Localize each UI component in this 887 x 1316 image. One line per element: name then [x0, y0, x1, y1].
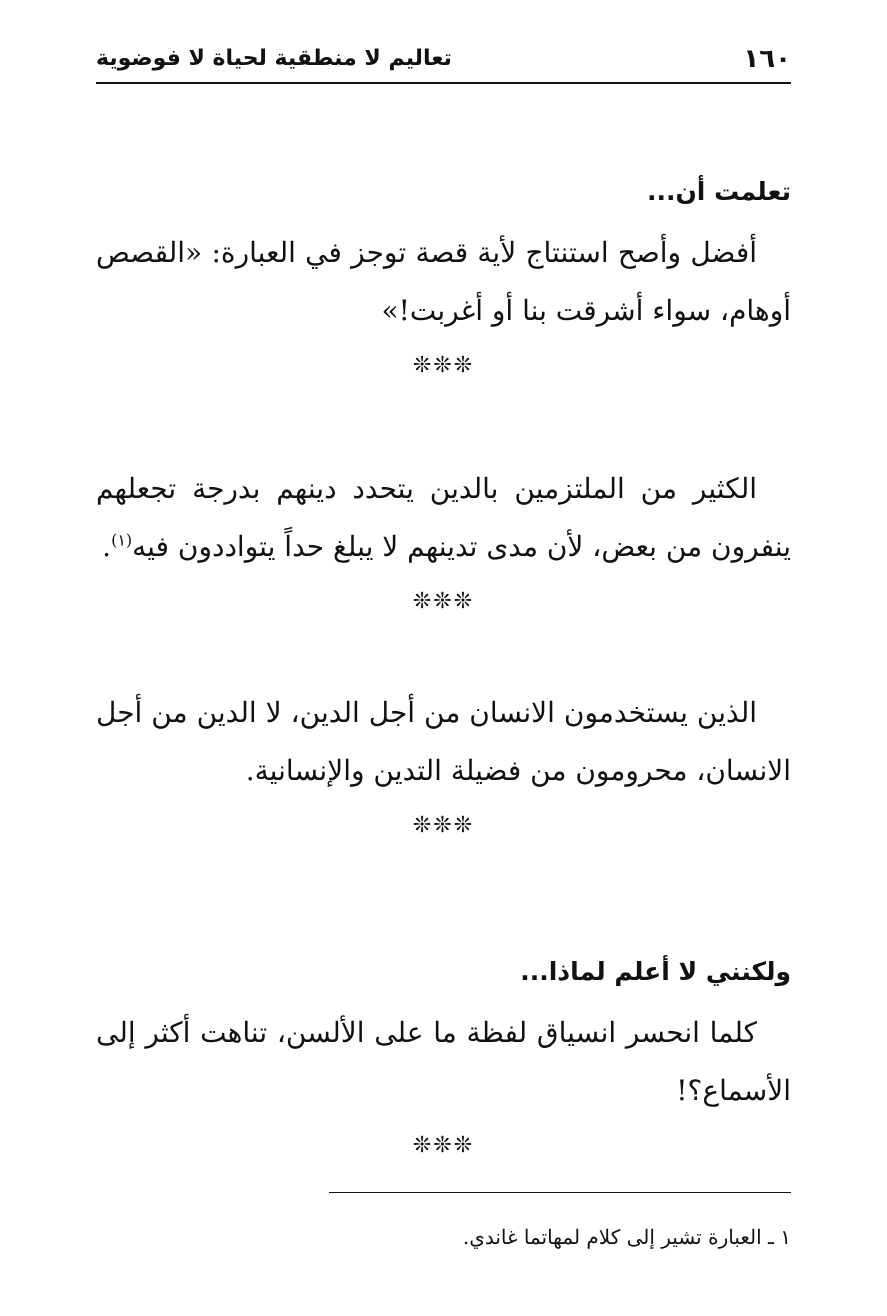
paragraph-text: الكثير من الملتزمين بالدين يتحدد دينهم بدرجة تجعلهم ينفرون من بعض، لأن مدى تدينهم لا يبلغ حداً يتواددون فيه: [96, 472, 791, 563]
asterism-separator: ❊❊❊: [412, 353, 475, 378]
page-header: [96, 40, 791, 80]
section-learned-that: [96, 170, 791, 386]
footnote-reference: (١): [111, 530, 133, 550]
running-title: تعاليم لا منطقية لحياة لا فوضوية: [96, 46, 452, 71]
paragraph: [96, 460, 791, 576]
asterism-separator: ❊❊❊: [412, 589, 475, 614]
footnote-rule: [329, 1192, 791, 1193]
page-body: [96, 170, 791, 1166]
section-but-i-dont-know-why: [96, 950, 791, 1166]
paragraph-end: .: [102, 530, 112, 563]
section-heading: ولكنني لا أعلم لماذا...: [520, 957, 791, 986]
paragraph: كلما انحسر انسياق لفظة ما على الألسن، تناهت أكثر إلى الأسماع؟!: [96, 1016, 791, 1107]
section-religion-observance: [96, 460, 791, 622]
section-heading: تعلمت أن...: [646, 177, 791, 206]
asterism-separator: ❊❊❊: [412, 813, 475, 838]
header-rule: [96, 82, 791, 84]
paragraph: أفضل وأصح استنتاج لأية قصة توجز في العبارة: «القصص أوهام، سواء أشرقت بنا أو أغربت!»: [96, 236, 791, 327]
page-number: ١٦٠: [743, 44, 791, 74]
paragraph: الذين يستخدمون الانسان من أجل الدين، لا الدين من أجل الانسان، محرومون من فضيلة التدين والإنسانية.: [96, 696, 791, 787]
footnote: ١ ـ العبارة تشير إلى كلام لمهاتما غاندي.: [462, 1225, 791, 1249]
asterism-separator: ❊❊❊: [412, 1133, 475, 1158]
section-religion-humanity: [96, 684, 791, 846]
